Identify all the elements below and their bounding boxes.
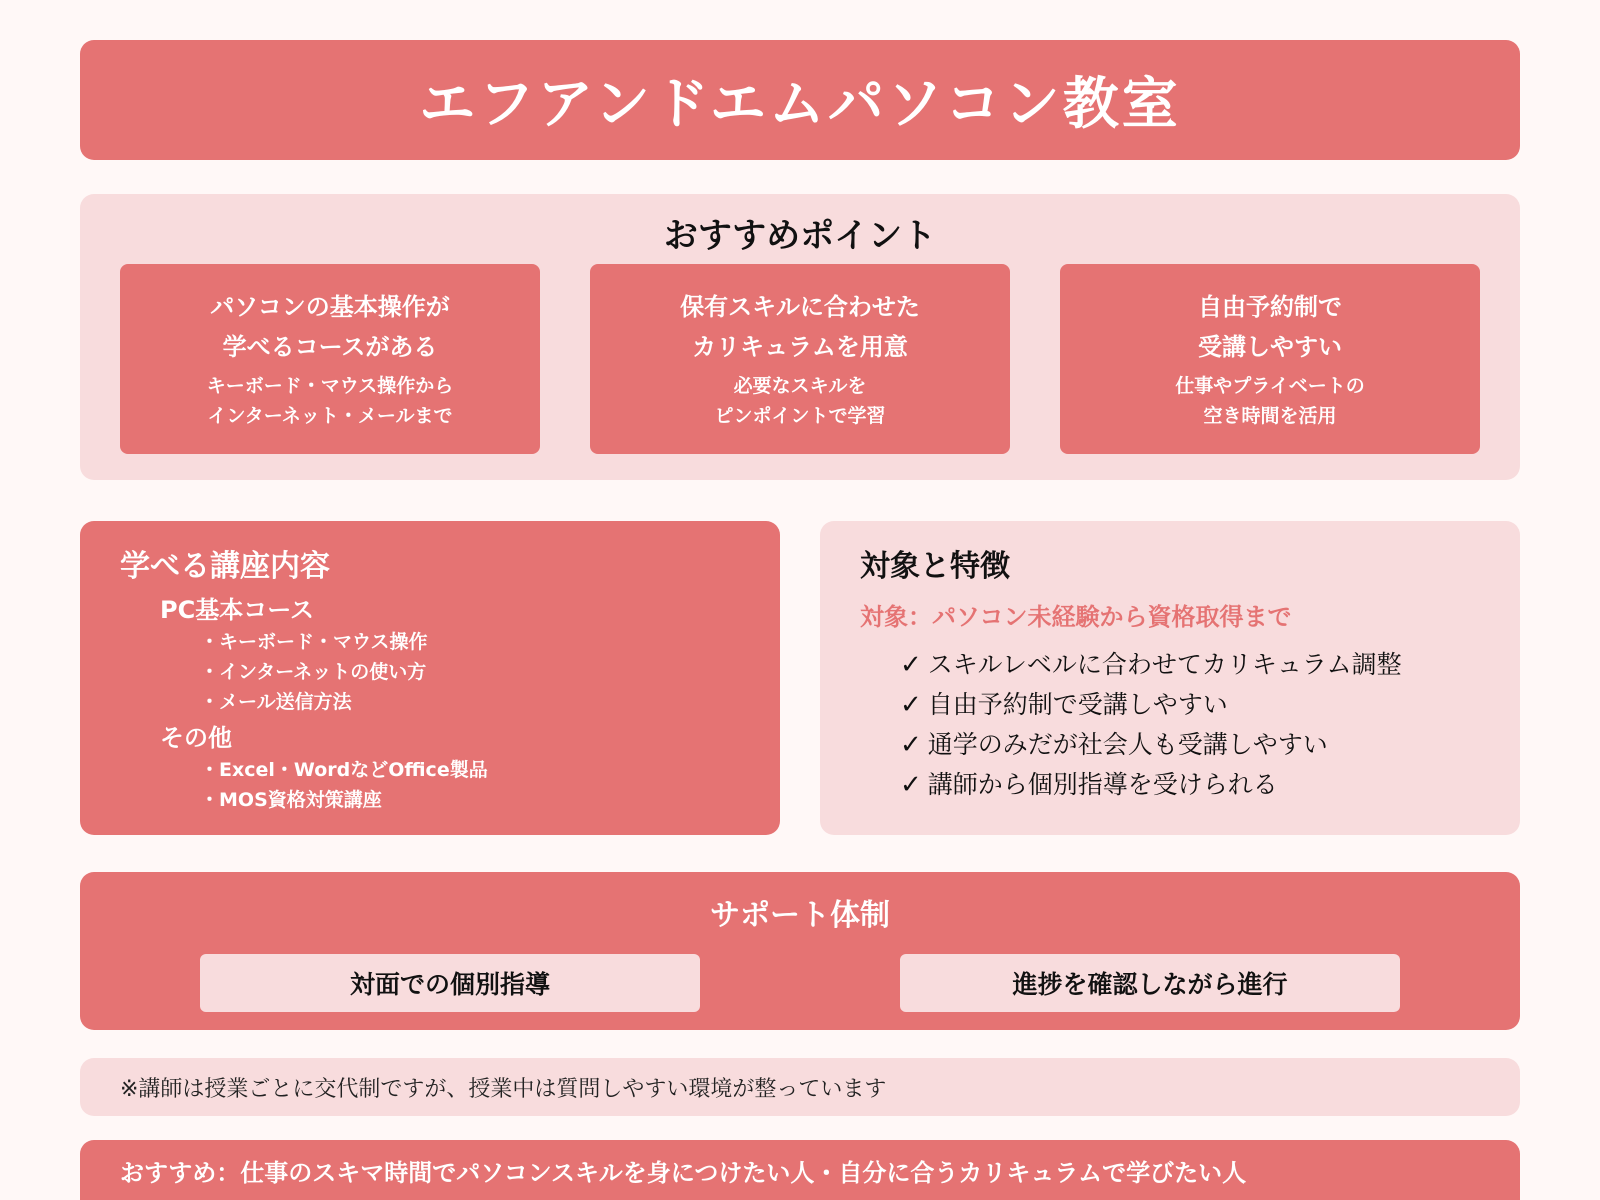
point-card [590,264,1010,454]
target-heading: 対象と特徴 [860,549,1010,584]
course-item: ・ Excel・WordなどOffice製品 [200,755,488,785]
course-group [160,593,427,717]
course-list [200,627,427,717]
points-heading: おすすめポイント [663,216,937,256]
check-icon: ✓ [900,650,922,680]
point-title: パソコンの基本操作が [210,293,450,321]
recommended-points-section [80,194,1520,480]
support-item: 進捗を確認しながら進行 [900,954,1400,1012]
check-icon: ✓ [900,730,922,760]
course-item: ・ インターネットの使い方 [200,657,427,687]
target-features-section [820,521,1520,835]
feature-item [900,645,1402,685]
feature-list [900,645,1402,805]
feature-text: 自由予約制で受講しやすい [927,690,1228,719]
point-title: 学べるコースがある [222,333,438,361]
course-item: ・ MOS資格対策講座 [200,785,488,815]
point-card [1060,264,1480,454]
courses-section [80,521,780,835]
courses-heading: 学べる講座内容 [120,549,330,584]
point-title: 保有スキルに合わせた [680,293,920,321]
course-list [200,755,488,815]
page-title: エフアンドエムパソコン教室 [419,72,1181,137]
course-item: ・ キーボード・マウス操作 [200,627,427,657]
support-item: 対面での個別指導 [200,954,700,1012]
point-subtitle: 必要なスキルを [733,375,867,397]
support-heading: サポート体制 [710,898,890,933]
title-banner [80,40,1520,160]
recommend-banner: おすすめ：仕事のスキマ時間でパソコンスキルを身につけたい人・自分に合うカリキュラムで学びたい人 [80,1140,1520,1200]
check-icon: ✓ [900,770,922,800]
point-title: 自由予約制で [1198,293,1342,321]
feature-text: スキルレベルに合わせてカリキュラム調整 [927,650,1402,679]
course-group-title: PC基本コース [160,596,315,624]
point-card [120,264,540,454]
feature-item [900,765,1402,805]
point-subtitle: 空き時間を活用 [1203,405,1337,427]
point-subtitle: 仕事やプライベートの [1175,375,1365,397]
feature-item [900,725,1402,765]
course-item: ・ メール送信方法 [200,687,427,717]
point-subtitle: ピンポイントで学習 [714,405,886,427]
course-group-title: その他 [160,724,232,752]
point-subtitle: インターネット・メールまで [207,405,453,427]
feature-item [900,685,1402,725]
point-title: カリキュラムを用意 [692,333,908,361]
feature-text: 通学のみだが社会人も受講しやすい [927,730,1328,759]
point-subtitle: キーボード・マウス操作から [206,375,454,397]
note-box: ※講師は授業ごとに交代制ですが、授業中は質問しやすい環境が整っています [80,1058,1520,1116]
feature-text: 講師から個別指導を受けられる [927,770,1278,799]
support-section [80,872,1520,1030]
course-group [160,721,488,815]
point-title: 受講しやすい [1198,333,1342,361]
check-icon: ✓ [900,690,922,720]
target-audience: 対象：パソコン未経験から資格取得まで [860,603,1292,631]
